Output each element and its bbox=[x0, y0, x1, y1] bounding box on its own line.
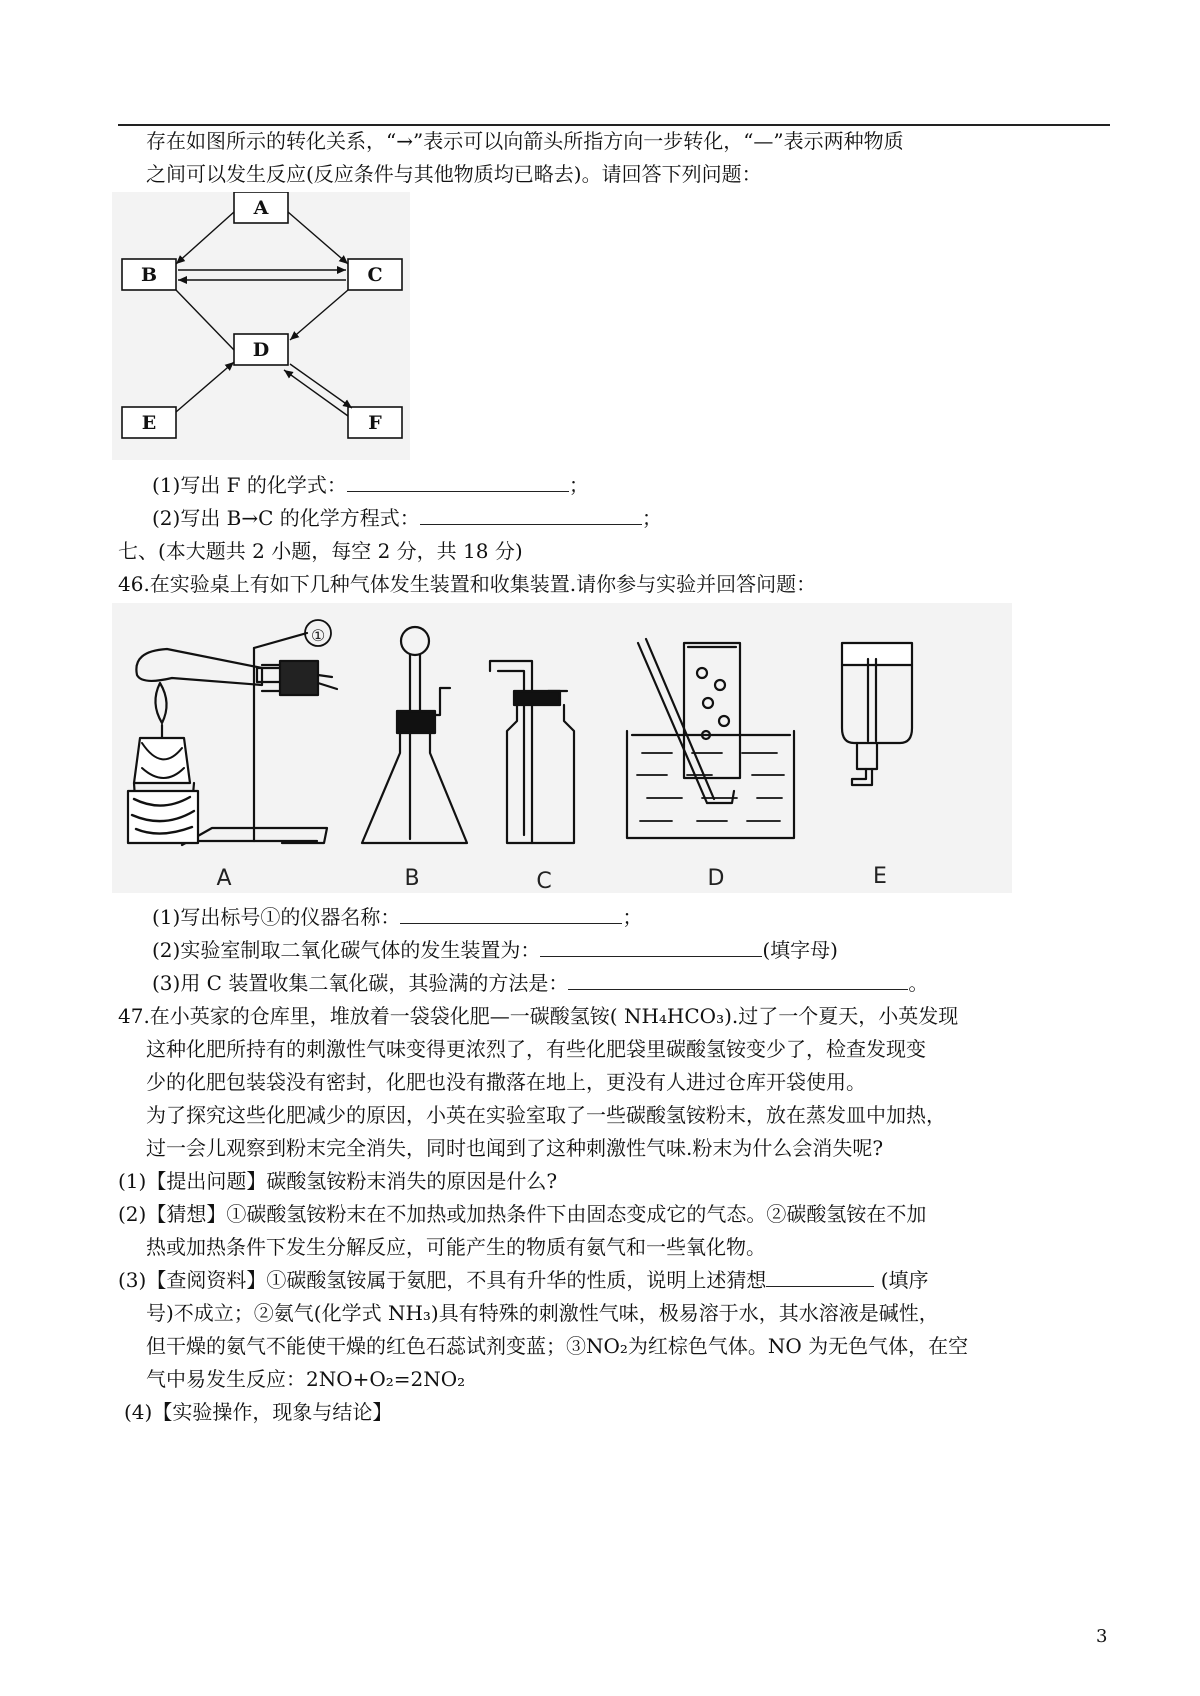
q46-sub1-end: ； bbox=[622, 905, 643, 929]
q46-sub3 bbox=[152, 968, 928, 998]
q47-p1: (1)【提出问题】碳酸氢铵粉末消失的原因是什么? bbox=[118, 1169, 558, 1193]
marker-1-label: ① bbox=[310, 626, 326, 645]
q45-sub2-end: ； bbox=[641, 506, 662, 530]
box-c-label: C bbox=[367, 264, 383, 286]
arrow-a-to-b bbox=[176, 212, 234, 264]
q47-line-3: 少的化肥包装袋没有密封，化肥也没有撒落在地上，更没有人进过仓库开袋使用。 bbox=[146, 1070, 866, 1094]
q47-p4: (4)【实验操作，现象与结论】 bbox=[124, 1400, 393, 1424]
box-d-label: D bbox=[252, 339, 270, 361]
apparatus-svg bbox=[112, 603, 1012, 893]
q47-p3-line-4: 气中易发生反应：2NO+O₂=2NO₂ bbox=[146, 1367, 466, 1391]
q47-p3-answer-blank[interactable] bbox=[766, 1266, 874, 1287]
arrow-f-to-d bbox=[284, 370, 348, 416]
arrow-e-to-d bbox=[176, 362, 234, 412]
box-f-label: F bbox=[368, 412, 382, 434]
q45-sub1 bbox=[152, 470, 589, 500]
apparatus-e bbox=[842, 643, 912, 785]
q46-sub1-prompt: (1)写出标号①的仪器名称： bbox=[152, 905, 401, 929]
q47-p3-line-2: 号)不成立；②氨气(化学式 NH₃)具有特殊的刺激性气味，极易溶于水，其水溶液是碱性， bbox=[146, 1301, 939, 1325]
intro-line-1: 存在如图所示的转化关系，“→”表示可以向箭头所指方向一步转化，“—”表示两种物质 bbox=[146, 129, 904, 153]
q47-line-5: 过一会儿观察到粉末完全消失，同时也闻到了这种刺激性气味.粉末为什么会消失呢? bbox=[146, 1136, 884, 1160]
apparatus-e-label: E bbox=[873, 864, 887, 889]
line-b-d bbox=[176, 290, 234, 350]
apparatus-figure bbox=[112, 603, 1012, 893]
apparatus-b bbox=[362, 627, 467, 843]
box-b-label: B bbox=[140, 264, 158, 286]
q46-sub2-prompt: (2)实验室制取二氧化碳气体的发生装置为： bbox=[152, 938, 541, 962]
section-7-heading: 七、(本大题共 2 小题，每空 2 分，共 18 分) bbox=[118, 539, 523, 563]
q47-p3-line-1 bbox=[118, 1265, 929, 1295]
apparatus-a bbox=[128, 620, 337, 845]
apparatus-c-label: C bbox=[536, 869, 552, 893]
q46-sub2-end: (填字母) bbox=[762, 938, 838, 962]
q45-sub2-answer-blank[interactable] bbox=[420, 504, 642, 525]
q47-p3-prompt: (3)【查阅资料】①碳酸氢铵属于氨肥，不具有升华的性质，说明上述猜想 bbox=[118, 1268, 767, 1292]
apparatus-c bbox=[490, 661, 574, 843]
q46-sub2 bbox=[152, 935, 838, 965]
q47-line-4: 为了探究这些化肥减少的原因，小英在实验室取了一些碳酸氢铵粉末，放在蒸发皿中加热， bbox=[146, 1103, 946, 1127]
q46-stem: 46.在实验桌上有如下几种气体发生装置和收集装置.请你参与实验并回答问题： bbox=[118, 572, 817, 596]
q46-sub1-answer-blank[interactable] bbox=[400, 903, 622, 924]
q47-p3-line-3: 但干燥的氨气不能使干燥的红色石蕊试剂变蓝；③NO₂为红棕色气体。NO 为无色气体，在空 bbox=[146, 1334, 969, 1358]
q46-sub3-prompt: (3)用 C 装置收集二氧化碳，其验满的方法是： bbox=[152, 971, 569, 995]
q46-sub3-end: 。 bbox=[908, 971, 929, 995]
conversion-diagram-svg bbox=[112, 192, 410, 460]
arrow-d-to-f bbox=[290, 364, 352, 408]
q46-sub1 bbox=[152, 902, 642, 932]
q45-sub1-prompt: (1)写出 F 的化学式： bbox=[152, 473, 347, 497]
apparatus-d bbox=[627, 639, 794, 838]
box-e-label: E bbox=[141, 412, 157, 434]
q45-sub1-answer-blank[interactable] bbox=[347, 471, 569, 492]
q46-sub2-answer-blank[interactable] bbox=[540, 936, 762, 957]
q45-sub2-prompt: (2)写出 B→C 的化学方程式： bbox=[152, 506, 420, 530]
q47-p2-line-2: 热或加热条件下发生分解反应，可能产生的物质有氨气和一些氧化物。 bbox=[146, 1235, 766, 1259]
apparatus-d-label: D bbox=[707, 866, 725, 891]
q47-line-1: 47.在小英家的仓库里，堆放着一袋袋化肥—一碳酸氢铵( NH₄HCO₃).过了一个夏天，小英发现 bbox=[118, 1004, 959, 1028]
q47-p3-end: (填序 bbox=[874, 1268, 929, 1292]
q46-sub3-answer-blank[interactable] bbox=[568, 969, 908, 990]
q45-sub1-end: ； bbox=[568, 473, 589, 497]
page-number: 3 bbox=[1096, 1626, 1108, 1647]
box-a-label: A bbox=[253, 197, 269, 219]
conversion-diagram bbox=[112, 192, 410, 460]
arrow-c-to-d bbox=[290, 290, 348, 340]
q47-p2-line-1: (2)【猜想】①碳酸氢铵粉末在不加热或加热条件下由固态变成它的气态。②碳酸氢铵在不加 bbox=[118, 1202, 927, 1226]
q45-sub2 bbox=[152, 503, 662, 533]
q47-line-2: 这种化肥所持有的刺激性气味变得更浓烈了，有些化肥袋里碳酸氢铵变少了，检查发现变 bbox=[146, 1037, 926, 1061]
intro-line-2: 之间可以发生反应(反应条件与其他物质均已略去)。请回答下列问题： bbox=[146, 162, 762, 186]
arrow-a-to-c bbox=[288, 212, 348, 264]
apparatus-b-label: B bbox=[404, 866, 420, 891]
apparatus-a-label: A bbox=[216, 866, 232, 891]
